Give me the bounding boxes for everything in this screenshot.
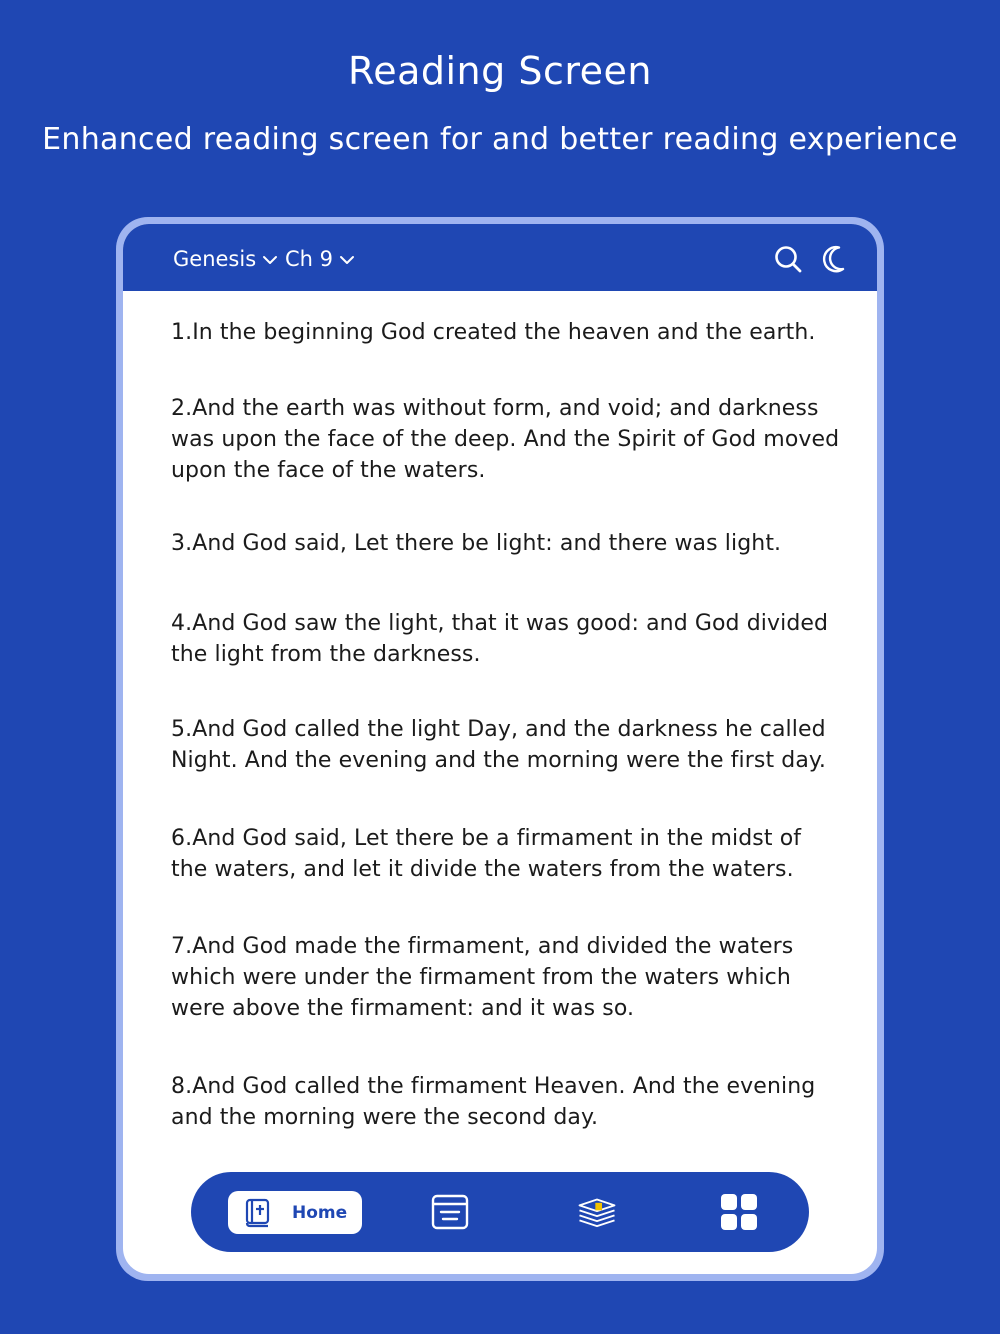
book-name: Genesis bbox=[173, 247, 257, 271]
nav-home-button[interactable] bbox=[228, 1191, 362, 1234]
bible-icon bbox=[244, 1198, 272, 1228]
verse-8[interactable]: 8.And God called the firmament Heaven. And the evening and the morning were the second day. bbox=[171, 1074, 816, 1130]
verse-2[interactable]: 2.And the earth was without form, and void; and darkness was upon the face of the deep. And the Spirit of God moved upon the face of the waters. bbox=[171, 396, 840, 483]
book-selector[interactable] bbox=[173, 244, 278, 274]
verse-5[interactable]: 5.And God called the light Day, and the darkness he called Night. And the evening and the morning were the first day. bbox=[171, 717, 826, 773]
nav-home-label: Home bbox=[292, 1202, 348, 1223]
verse-1[interactable]: 1.In the beginning God created the heaven and the earth. bbox=[171, 320, 816, 345]
chevron-down-icon bbox=[339, 252, 355, 268]
promo-title: Reading Screen bbox=[348, 49, 652, 93]
chevron-down-icon bbox=[262, 252, 278, 268]
verse-3[interactable]: 3.And God said, Let there be light: and there was light. bbox=[171, 531, 782, 556]
verse-7[interactable]: 7.And God made the firmament, and divided the waters which were under the firmament from the waters which were above the firmament: and it was so. bbox=[171, 934, 794, 1021]
verse-6[interactable]: 6.And God said, Let there be a firmament in the midst of the waters, and let it divide the waters from the waters. bbox=[171, 826, 802, 882]
promo-subtitle: Enhanced reading screen for and better reading experience bbox=[42, 122, 958, 157]
moon-icon[interactable] bbox=[819, 244, 849, 274]
reading-screen bbox=[123, 224, 877, 1274]
grid-icon[interactable] bbox=[719, 1192, 759, 1232]
app-bar bbox=[123, 224, 877, 291]
verse-4[interactable]: 4.And God saw the light, that it was good: and God divided the light from the darkness. bbox=[171, 611, 829, 667]
chapter-name: Ch 9 bbox=[285, 247, 334, 271]
books-icon[interactable] bbox=[577, 1192, 617, 1232]
chapter-selector[interactable] bbox=[285, 244, 355, 274]
bottom-nav bbox=[191, 1172, 809, 1252]
search-icon[interactable] bbox=[773, 244, 803, 274]
notes-icon[interactable] bbox=[430, 1192, 470, 1232]
